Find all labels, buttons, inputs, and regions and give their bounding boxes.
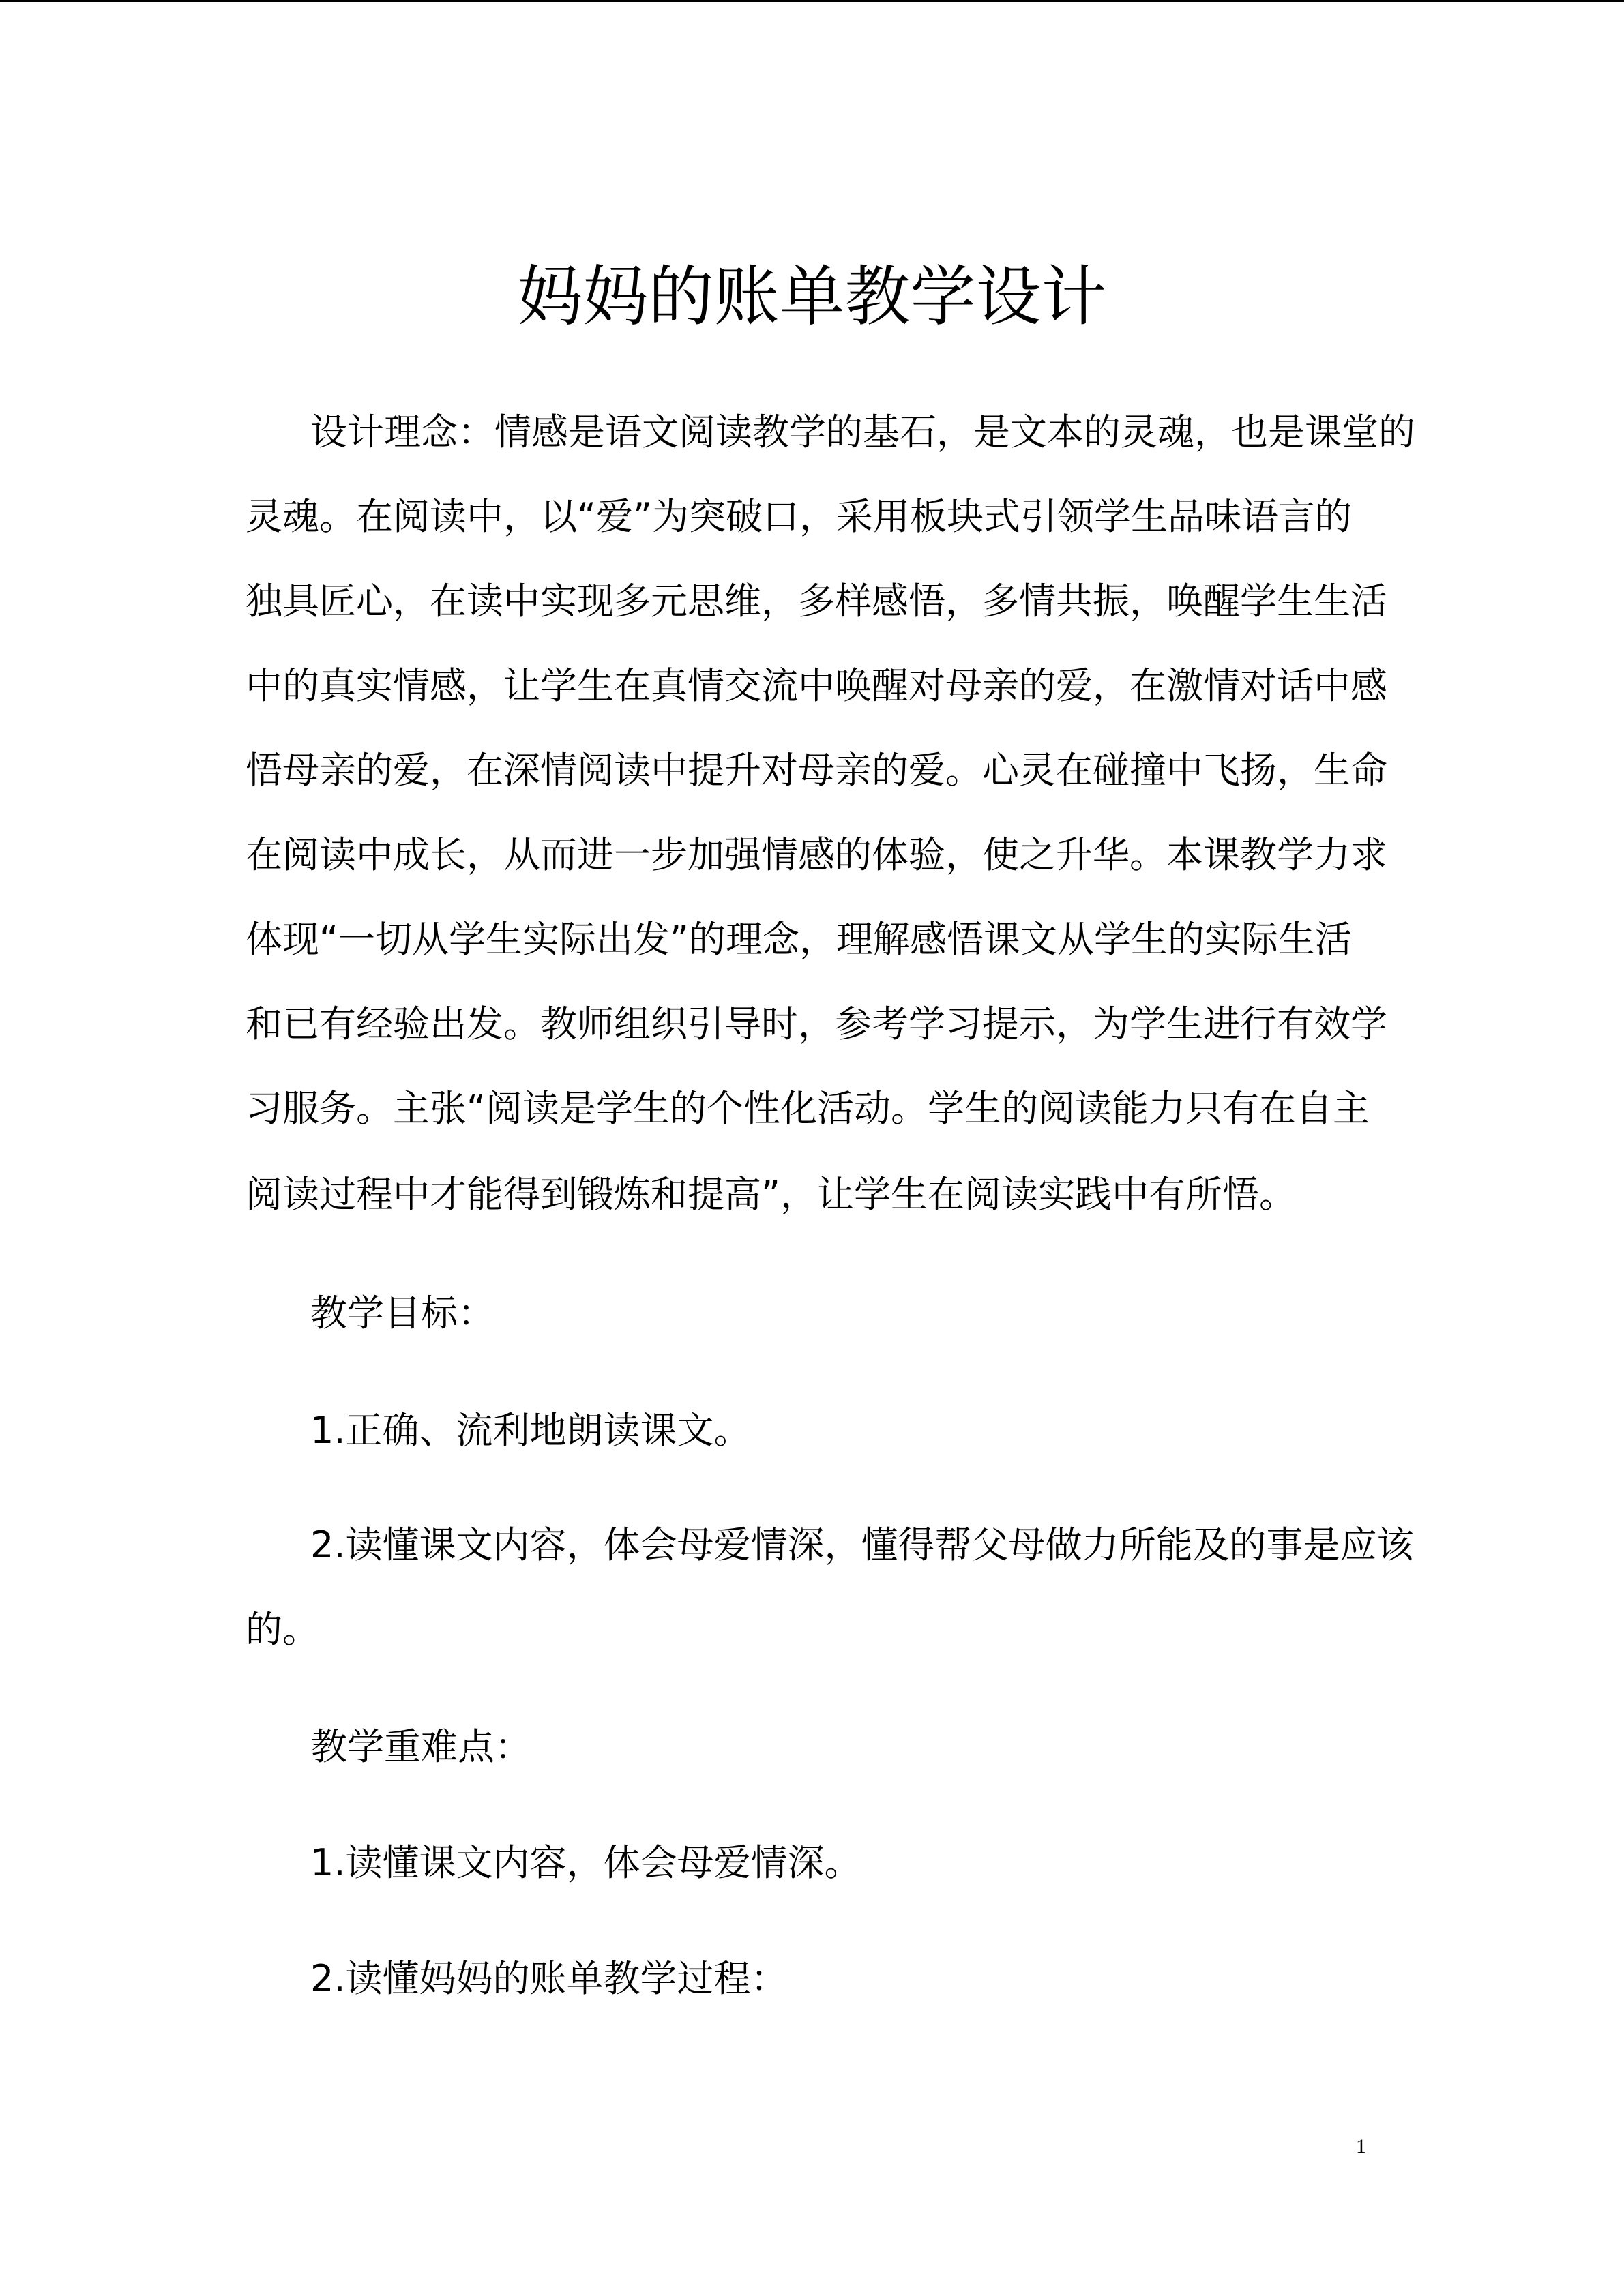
document-title: 妈妈的账单教学设计 — [517, 258, 1107, 335]
design-concept-line: 在阅读中成长，从而进一步加强情感的体验，使之升华。本课教学力求 — [246, 833, 1387, 876]
design-concept-line: 体现“一切从学生实际出发”的理念，理解感悟课文从学生的实际生活 — [246, 918, 1352, 961]
design-concept-line: 阅读过程中才能得到锻炼和提高”，让学生在阅读实践中有所悟。 — [246, 1173, 1296, 1216]
objectives-heading: 教学目标： — [310, 1292, 494, 1335]
objective-item: 2.读懂课文内容，体会母爱情深，懂得帮父母做力所能及的事是应该 — [310, 1523, 1414, 1566]
key-point-item: 1.读懂课文内容，体会母爱情深。 — [310, 1841, 861, 1884]
design-concept-line: 灵魂。在阅读中，以“爱”为突破口，采用板块式引领学生品味语言的 — [246, 495, 1352, 538]
design-concept-line: 设计理念：情感是语文阅读教学的基石，是文本的灵魂，也是课堂的 — [310, 411, 1415, 453]
design-concept-line: 中的真实情感，让学生在真情交流中唤醒对母亲的爱，在激情对话中感 — [246, 664, 1387, 707]
objective-item: 1.正确、流利地朗读课文。 — [310, 1409, 751, 1452]
design-concept-line: 和已有经验出发。教师组织引导时，参考学习提示，为学生进行有效学 — [246, 1002, 1387, 1045]
design-concept-line: 习服务。主张“阅读是学生的个性化活动。学生的阅读能力只有在自主 — [246, 1087, 1370, 1130]
objective-item-continued: 的。 — [246, 1608, 319, 1651]
design-concept-line: 独具匠心，在读中实现多元思维，多样感悟，多情共振，唤醒学生生活 — [246, 580, 1387, 623]
key-points-heading: 教学重难点： — [310, 1725, 531, 1768]
page-number: 1 — [1356, 2135, 1366, 2158]
design-concept-line: 悟母亲的爱，在深情阅读中提升对母亲的爱。心灵在碰撞中飞扬，生命 — [246, 749, 1387, 792]
key-point-item: 2.读懂妈妈的账单教学过程： — [310, 1957, 788, 2000]
